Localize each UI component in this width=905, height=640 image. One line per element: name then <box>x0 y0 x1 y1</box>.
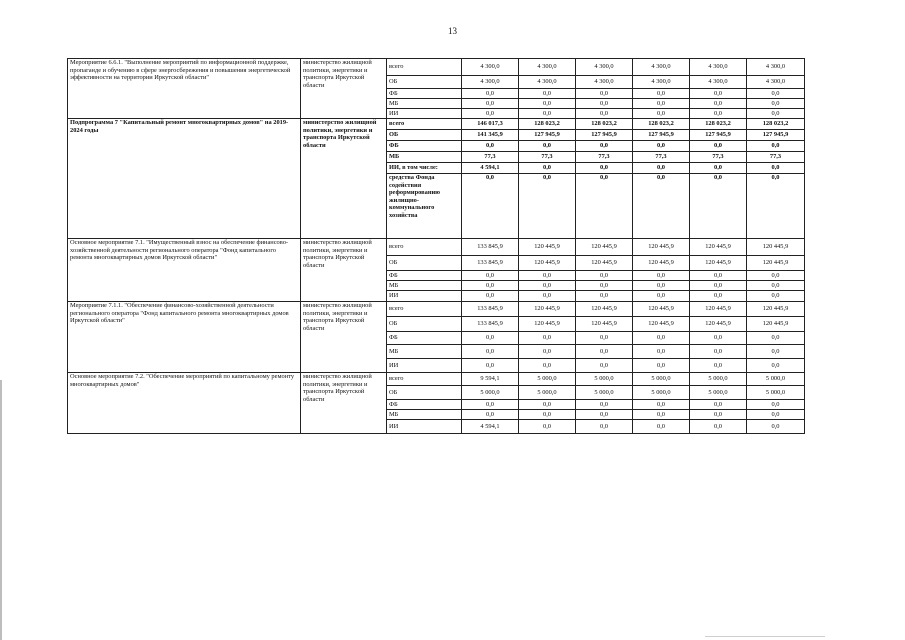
funding-source-cell: ОБ <box>387 317 462 332</box>
value-cell: 4 300,0 <box>690 59 747 76</box>
value-cell: 77,3 <box>690 152 747 163</box>
value-cell: 4 300,0 <box>462 59 519 76</box>
value-cell: 120 445,9 <box>690 317 747 332</box>
value-cell: 4 300,0 <box>576 59 633 76</box>
value-cell: 133 845,9 <box>462 256 519 271</box>
value-cell: 0,0 <box>519 420 576 434</box>
value-cell: 5 000,0 <box>462 386 519 400</box>
value-cell: 0,0 <box>462 271 519 281</box>
value-cell: 0,0 <box>690 359 747 373</box>
value-cell: 4 300,0 <box>462 76 519 89</box>
value-cell: 5 000,0 <box>633 373 690 386</box>
funding-source-cell: всего <box>387 119 462 130</box>
value-cell: 4 300,0 <box>576 76 633 89</box>
value-cell: 0,0 <box>633 89 690 99</box>
page-number: 13 <box>448 26 457 36</box>
value-cell: 0,0 <box>633 410 690 420</box>
program-name-cell: Основное мероприятие 7.1. "Имущественный взнос на обеспечение финансово-хозяйственной деятельности регионального оператора "Фонд капитального ремонта многоквартирных домов Иркутской области" <box>68 239 301 302</box>
value-cell: 120 445,9 <box>747 302 805 317</box>
value-cell: 0,0 <box>690 291 747 302</box>
funding-source-cell: ОБ <box>387 256 462 271</box>
value-cell: 4 300,0 <box>519 59 576 76</box>
value-cell: 141 345,9 <box>462 130 519 141</box>
funding-source-cell: ФБ <box>387 332 462 345</box>
value-cell: 0,0 <box>690 271 747 281</box>
table-row <box>68 302 805 317</box>
executor-cell: министерство жилищной политики, энергетики и транспорта Иркутской области <box>301 239 387 302</box>
value-cell: 0,0 <box>519 99 576 109</box>
funding-source-cell: ОБ <box>387 130 462 141</box>
value-cell: 0,0 <box>519 400 576 410</box>
value-cell: 120 445,9 <box>519 239 576 256</box>
value-cell: 0,0 <box>519 410 576 420</box>
value-cell: 0,0 <box>747 271 805 281</box>
value-cell: 0,0 <box>747 400 805 410</box>
value-cell: 5 000,0 <box>576 386 633 400</box>
value-cell: 5 000,0 <box>519 386 576 400</box>
program-name-cell: Мероприятие 7.1.1. "Обеспечение финансово-хозяйственной деятельности регионального оператора "Фонд капитального ремонта многоквартирных домов Иркутской области" <box>68 302 301 373</box>
value-cell: 0,0 <box>690 163 747 174</box>
value-cell: 0,0 <box>462 281 519 291</box>
funding-source-cell: средства Фонда содействия реформированию жилищно-коммунального хозяйства <box>387 174 462 239</box>
program-name-cell: Подпрограмма 7 "Капитальный ремонт многоквартирных домов" на 2019-2024 годы <box>68 119 301 239</box>
funding-source-cell: ИИ <box>387 291 462 302</box>
value-cell: 120 445,9 <box>747 317 805 332</box>
funding-source-cell: ФБ <box>387 141 462 152</box>
value-cell: 5 000,0 <box>519 373 576 386</box>
value-cell: 77,3 <box>747 152 805 163</box>
funding-source-cell: МБ <box>387 152 462 163</box>
value-cell: 0,0 <box>633 359 690 373</box>
value-cell: 0,0 <box>690 109 747 119</box>
value-cell: 120 445,9 <box>576 317 633 332</box>
value-cell: 0,0 <box>747 89 805 99</box>
value-cell: 4 300,0 <box>633 76 690 89</box>
value-cell: 120 445,9 <box>576 239 633 256</box>
value-cell: 120 445,9 <box>519 256 576 271</box>
value-cell: 0,0 <box>690 99 747 109</box>
funding-source-cell: МБ <box>387 345 462 359</box>
funding-source-cell: ФБ <box>387 89 462 99</box>
value-cell: 133 845,9 <box>462 317 519 332</box>
value-cell: 120 445,9 <box>747 256 805 271</box>
value-cell: 0,0 <box>462 359 519 373</box>
funding-source-cell: ИИ <box>387 420 462 434</box>
value-cell: 0,0 <box>462 141 519 152</box>
value-cell: 4 300,0 <box>633 59 690 76</box>
scan-edge-left <box>0 380 2 640</box>
value-cell: 120 445,9 <box>519 317 576 332</box>
value-cell: 0,0 <box>747 345 805 359</box>
value-cell: 120 445,9 <box>633 239 690 256</box>
value-cell: 4 300,0 <box>747 59 805 76</box>
funding-source-cell: всего <box>387 239 462 256</box>
value-cell: 0,0 <box>462 174 519 239</box>
value-cell: 0,0 <box>747 332 805 345</box>
value-cell: 0,0 <box>519 271 576 281</box>
funding-source-cell: всего <box>387 373 462 386</box>
value-cell: 0,0 <box>633 345 690 359</box>
value-cell: 0,0 <box>633 141 690 152</box>
funding-source-cell: МБ <box>387 281 462 291</box>
value-cell: 4 300,0 <box>747 76 805 89</box>
value-cell: 5 000,0 <box>576 373 633 386</box>
value-cell: 0,0 <box>576 400 633 410</box>
scan-edge-bottom <box>705 636 825 637</box>
value-cell: 0,0 <box>633 291 690 302</box>
funding-source-cell: ФБ <box>387 271 462 281</box>
table-row <box>68 373 805 386</box>
value-cell: 5 000,0 <box>633 386 690 400</box>
value-cell: 127 945,9 <box>633 130 690 141</box>
value-cell: 0,0 <box>519 109 576 119</box>
value-cell: 4 300,0 <box>690 76 747 89</box>
value-cell: 5 000,0 <box>747 386 805 400</box>
value-cell: 0,0 <box>576 174 633 239</box>
value-cell: 77,3 <box>519 152 576 163</box>
value-cell: 0,0 <box>747 109 805 119</box>
value-cell: 128 023,2 <box>747 119 805 130</box>
value-cell: 120 445,9 <box>633 317 690 332</box>
value-cell: 4 594,1 <box>462 420 519 434</box>
value-cell: 0,0 <box>690 420 747 434</box>
value-cell: 128 023,2 <box>633 119 690 130</box>
value-cell: 0,0 <box>747 281 805 291</box>
value-cell: 77,3 <box>576 152 633 163</box>
table-row <box>68 119 805 130</box>
value-cell: 0,0 <box>576 99 633 109</box>
value-cell: 0,0 <box>747 141 805 152</box>
funding-source-cell: всего <box>387 302 462 317</box>
value-cell: 0,0 <box>519 291 576 302</box>
value-cell: 0,0 <box>462 109 519 119</box>
value-cell: 120 445,9 <box>633 302 690 317</box>
value-cell: 0,0 <box>462 291 519 302</box>
value-cell: 0,0 <box>519 332 576 345</box>
table-row <box>68 239 805 256</box>
value-cell: 127 945,9 <box>690 130 747 141</box>
value-cell: 0,0 <box>462 410 519 420</box>
value-cell: 0,0 <box>690 332 747 345</box>
value-cell: 0,0 <box>690 174 747 239</box>
value-cell: 0,0 <box>633 109 690 119</box>
value-cell: 0,0 <box>633 420 690 434</box>
funding-source-cell: ИИ <box>387 109 462 119</box>
value-cell: 0,0 <box>747 291 805 302</box>
value-cell: 0,0 <box>519 89 576 99</box>
funding-source-cell: МБ <box>387 410 462 420</box>
value-cell: 0,0 <box>462 99 519 109</box>
value-cell: 120 445,9 <box>690 239 747 256</box>
value-cell: 0,0 <box>462 400 519 410</box>
value-cell: 0,0 <box>462 332 519 345</box>
value-cell: 120 445,9 <box>633 256 690 271</box>
value-cell: 0,0 <box>462 89 519 99</box>
funding-source-cell: МБ <box>387 99 462 109</box>
value-cell: 0,0 <box>576 359 633 373</box>
value-cell: 0,0 <box>633 332 690 345</box>
value-cell: 0,0 <box>519 163 576 174</box>
executor-cell: министерство жилищной политики, энергетики и транспорта Иркутской области <box>301 119 387 239</box>
value-cell: 0,0 <box>747 420 805 434</box>
executor-cell: министерство жилищной политики, энергетики и транспорта Иркутской области <box>301 302 387 373</box>
value-cell: 0,0 <box>747 99 805 109</box>
value-cell: 0,0 <box>690 89 747 99</box>
value-cell: 0,0 <box>633 163 690 174</box>
table-row <box>68 59 805 76</box>
value-cell: 0,0 <box>690 141 747 152</box>
value-cell: 5 000,0 <box>747 373 805 386</box>
funding-source-cell: ФБ <box>387 400 462 410</box>
value-cell: 0,0 <box>633 400 690 410</box>
value-cell: 0,0 <box>633 281 690 291</box>
value-cell: 4 300,0 <box>519 76 576 89</box>
value-cell: 0,0 <box>576 89 633 99</box>
value-cell: 120 445,9 <box>690 256 747 271</box>
value-cell: 133 845,9 <box>462 239 519 256</box>
executor-cell: министерство жилищной политики, энергетики и транспорта Иркутской области <box>301 373 387 434</box>
value-cell: 9 594,1 <box>462 373 519 386</box>
value-cell: 0,0 <box>690 410 747 420</box>
value-cell: 5 000,0 <box>690 373 747 386</box>
value-cell: 77,3 <box>633 152 690 163</box>
value-cell: 0,0 <box>576 410 633 420</box>
value-cell: 0,0 <box>690 281 747 291</box>
value-cell: 0,0 <box>576 271 633 281</box>
value-cell: 5 000,0 <box>690 386 747 400</box>
value-cell: 0,0 <box>576 141 633 152</box>
value-cell: 0,0 <box>576 109 633 119</box>
funding-source-cell: ИИ, в том числе: <box>387 163 462 174</box>
value-cell: 0,0 <box>576 420 633 434</box>
budget-table <box>67 58 805 434</box>
value-cell: 120 445,9 <box>747 239 805 256</box>
funding-source-cell: ОБ <box>387 386 462 400</box>
funding-source-cell: ИИ <box>387 359 462 373</box>
value-cell: 0,0 <box>576 163 633 174</box>
value-cell: 128 023,2 <box>690 119 747 130</box>
value-cell: 127 945,9 <box>519 130 576 141</box>
program-name-cell: Мероприятие 6.6.1. "Выполнение мероприятий по информационной поддержке, пропаганде и обучению в сфере энергосбережения и повышения энергетической эффективности на территории Иркутской области" <box>68 59 301 119</box>
value-cell: 0,0 <box>690 400 747 410</box>
value-cell: 77,3 <box>462 152 519 163</box>
value-cell: 120 445,9 <box>576 256 633 271</box>
value-cell: 0,0 <box>633 174 690 239</box>
value-cell: 0,0 <box>519 359 576 373</box>
value-cell: 120 445,9 <box>690 302 747 317</box>
value-cell: 0,0 <box>519 345 576 359</box>
program-name-cell: Основное мероприятие 7.2. "Обеспечение мероприятий по капитальному ремонту многоквартирных домов" <box>68 373 301 434</box>
value-cell: 128 023,2 <box>519 119 576 130</box>
value-cell: 0,0 <box>747 410 805 420</box>
value-cell: 0,0 <box>576 332 633 345</box>
value-cell: 0,0 <box>747 174 805 239</box>
value-cell: 0,0 <box>690 345 747 359</box>
value-cell: 127 945,9 <box>576 130 633 141</box>
value-cell: 0,0 <box>576 291 633 302</box>
value-cell: 0,0 <box>519 174 576 239</box>
funding-source-cell: всего <box>387 59 462 76</box>
value-cell: 0,0 <box>576 281 633 291</box>
value-cell: 0,0 <box>633 99 690 109</box>
value-cell: 146 017,3 <box>462 119 519 130</box>
value-cell: 0,0 <box>747 163 805 174</box>
value-cell: 0,0 <box>462 345 519 359</box>
executor-cell: министерство жилищной политики, энергетики и транспорта Иркутской области <box>301 59 387 119</box>
value-cell: 0,0 <box>747 359 805 373</box>
value-cell: 0,0 <box>519 281 576 291</box>
value-cell: 0,0 <box>519 141 576 152</box>
value-cell: 120 445,9 <box>576 302 633 317</box>
value-cell: 4 594,1 <box>462 163 519 174</box>
value-cell: 133 845,9 <box>462 302 519 317</box>
value-cell: 128 023,2 <box>576 119 633 130</box>
value-cell: 127 945,9 <box>747 130 805 141</box>
value-cell: 0,0 <box>576 345 633 359</box>
funding-source-cell: ОБ <box>387 76 462 89</box>
value-cell: 120 445,9 <box>519 302 576 317</box>
value-cell: 0,0 <box>633 271 690 281</box>
